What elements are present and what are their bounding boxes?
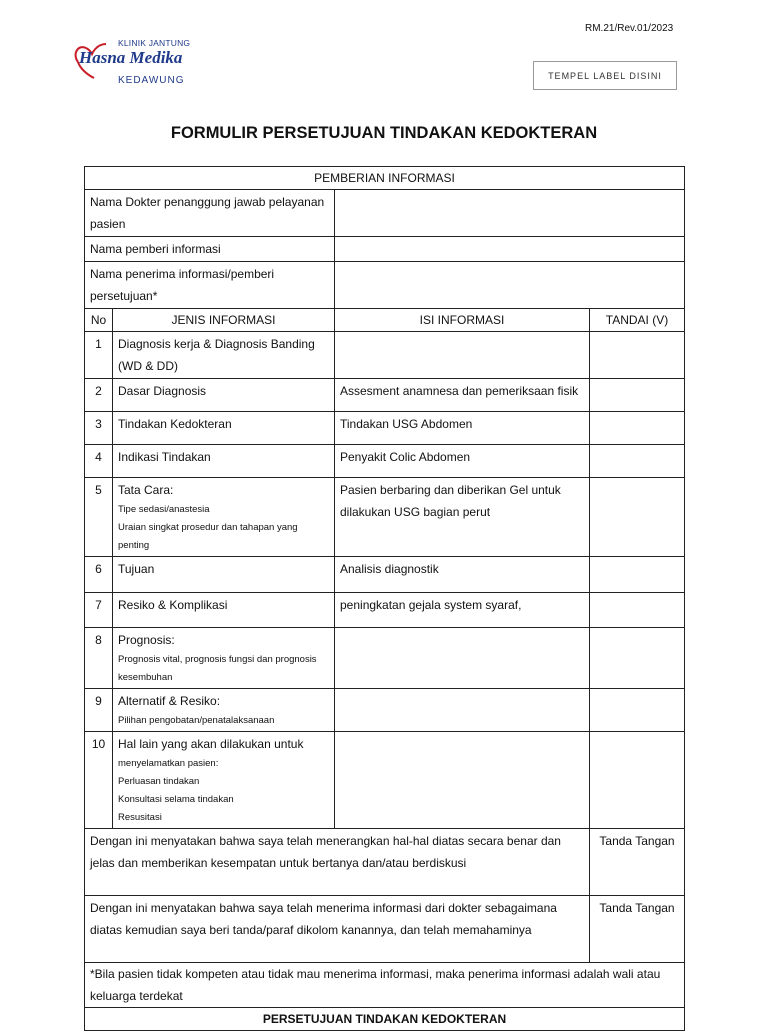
- statement-text: Dengan ini menyatakan bahwa saya telah menerima informasi dari dokter sebagaimana diatas kemudian saya beri tanda/paraf dikolom kanannya, dan telah memahaminya: [85, 896, 590, 963]
- section-header: PEMBERIAN INFORMASI: [85, 167, 685, 190]
- row-tandai-checkbox[interactable]: [590, 332, 685, 379]
- row-title: Resiko & Komplikasi: [118, 598, 228, 612]
- row-tandai-checkbox[interactable]: [590, 478, 685, 557]
- row-isi-informasi[interactable]: Analisis diagnostik: [335, 557, 590, 593]
- section-header-row: [85, 167, 685, 190]
- row-title: Tata Cara:: [118, 483, 174, 497]
- row-tandai-checkbox[interactable]: [590, 379, 685, 412]
- row-isi-informasi[interactable]: [335, 332, 590, 379]
- row-jenis-informasi: [113, 732, 335, 829]
- col-no: No: [85, 309, 113, 332]
- row-jenis-informasi: [113, 557, 335, 593]
- info-item-row: [85, 412, 685, 445]
- info-item-row: [85, 332, 685, 379]
- statement-row: [85, 896, 685, 963]
- row-title: Tindakan Kedokteran: [118, 417, 232, 431]
- info-value-field[interactable]: [335, 237, 685, 262]
- row-title: Prognosis:: [118, 633, 175, 647]
- info-item-row: [85, 557, 685, 593]
- row-isi-informasi[interactable]: Assesment anamnesa dan pemeriksaan fisik: [335, 379, 590, 412]
- row-title: Dasar Diagnosis: [118, 384, 207, 398]
- row-jenis-informasi: [113, 593, 335, 628]
- footnote-row: [85, 963, 685, 1008]
- row-title: Alternatif & Resiko:: [118, 694, 221, 708]
- document-code: RM.21/Rev.01/2023: [585, 23, 674, 34]
- row-tandai-checkbox[interactable]: [590, 412, 685, 445]
- row-isi-informasi[interactable]: Tindakan USG Abdomen: [335, 412, 590, 445]
- info-value-field[interactable]: [335, 190, 685, 237]
- logo-bottom-text: KEDAWUNG: [118, 75, 185, 86]
- info-label: Nama pemberi informasi: [85, 237, 335, 262]
- row-subtitle: Resusitasi: [118, 812, 162, 823]
- logo-name-text: Hasna Medika: [79, 48, 183, 67]
- info-row: [85, 190, 685, 237]
- signature-field[interactable]: Tanda Tangan: [590, 829, 685, 896]
- row-number: 7: [85, 593, 113, 628]
- info-item-row: [85, 689, 685, 732]
- row-subtitle: Perluasan tindakan: [118, 776, 200, 787]
- row-subtitle: Pilihan pengobatan/penatalaksanaan: [118, 715, 275, 726]
- col-jenis: JENIS INFORMASI: [113, 309, 335, 332]
- info-row: [85, 237, 685, 262]
- footnote: *Bila pasien tidak kompeten atau tidak mau menerima informasi, maka penerima informasi adalah wali atau keluarga terdekat: [85, 963, 685, 1008]
- row-jenis-informasi: [113, 412, 335, 445]
- row-jenis-informasi: [113, 689, 335, 732]
- consent-section-header: PERSETUJUAN TINDAKAN KEDOKTERAN: [85, 1008, 685, 1031]
- info-item-row: [85, 732, 685, 829]
- signature-field[interactable]: Tanda Tangan: [590, 896, 685, 963]
- row-number: 8: [85, 628, 113, 689]
- row-isi-informasi[interactable]: Pasien berbaring dan diberikan Gel untuk dilakukan USG bagian perut: [335, 478, 590, 557]
- row-tandai-checkbox[interactable]: [590, 628, 685, 689]
- row-isi-informasi[interactable]: Penyakit Colic Abdomen: [335, 445, 590, 478]
- col-isi: ISI INFORMASI: [335, 309, 590, 332]
- row-tandai-checkbox[interactable]: [590, 689, 685, 732]
- info-row: [85, 262, 685, 309]
- row-number: 3: [85, 412, 113, 445]
- row-title: Hal lain yang akan dilakukan untuk: [118, 737, 304, 751]
- bottom-header-row: [85, 1008, 685, 1031]
- row-number: 9: [85, 689, 113, 732]
- row-isi-informasi[interactable]: peningkatan gejala system syaraf,: [335, 593, 590, 628]
- info-item-row: [85, 445, 685, 478]
- row-isi-informasi[interactable]: [335, 732, 590, 829]
- row-jenis-informasi: [113, 379, 335, 412]
- row-isi-informasi[interactable]: [335, 628, 590, 689]
- row-number: 4: [85, 445, 113, 478]
- col-tandai: TANDAI (V): [590, 309, 685, 332]
- patient-label-box: TEMPEL LABEL DISINI: [533, 61, 677, 90]
- row-jenis-informasi: [113, 478, 335, 557]
- row-tandai-checkbox[interactable]: [590, 557, 685, 593]
- info-item-row: [85, 628, 685, 689]
- row-title: Indikasi Tindakan: [118, 450, 211, 464]
- row-subtitle: Uraian singkat prosedur dan tahapan yang penting: [118, 522, 298, 551]
- row-tandai-checkbox[interactable]: [590, 593, 685, 628]
- row-tandai-checkbox[interactable]: [590, 732, 685, 829]
- info-label: Nama Dokter penanggung jawab pelayanan pasien: [85, 190, 335, 237]
- info-value-field[interactable]: [335, 262, 685, 309]
- row-jenis-informasi: [113, 332, 335, 379]
- clinic-logo: [72, 34, 202, 90]
- row-tandai-checkbox[interactable]: [590, 445, 685, 478]
- row-subtitle: Konsultasi selama tindakan: [118, 794, 234, 805]
- info-label: Nama penerima informasi/pemberi persetujuan*: [85, 262, 335, 309]
- form-title: FORMULIR PERSETUJUAN TINDAKAN KEDOKTERAN: [170, 124, 598, 142]
- row-title: Diagnosis kerja & Diagnosis Banding (WD & DD): [118, 337, 315, 373]
- row-title: Tujuan: [118, 562, 155, 576]
- info-item-row: [85, 593, 685, 628]
- info-item-row: [85, 478, 685, 557]
- row-number: 5: [85, 478, 113, 557]
- info-item-row: [85, 379, 685, 412]
- row-subtitle: Prognosis vital, prognosis fungsi dan prognosis kesembuhan: [118, 654, 317, 683]
- logo-top-text: KLINIK JANTUNG: [118, 38, 191, 48]
- row-jenis-informasi: [113, 445, 335, 478]
- row-jenis-informasi: [113, 628, 335, 689]
- statement-text: Dengan ini menyatakan bahwa saya telah menerangkan hal-hal diatas secara benar dan jelas dan memberikan kesempatan untuk bertanya dan/atau berdiskusi: [85, 829, 590, 896]
- row-number: 2: [85, 379, 113, 412]
- row-number: 1: [85, 332, 113, 379]
- row-subtitle: menyelamatkan pasien:: [118, 758, 219, 769]
- row-number: 6: [85, 557, 113, 593]
- row-subtitle: Tipe sedasi/anastesia: [118, 504, 210, 515]
- column-header-row: [85, 309, 685, 332]
- row-number: 10: [85, 732, 113, 829]
- statement-row: [85, 829, 685, 896]
- consent-form-table: [84, 166, 685, 1031]
- row-isi-informasi[interactable]: [335, 689, 590, 732]
